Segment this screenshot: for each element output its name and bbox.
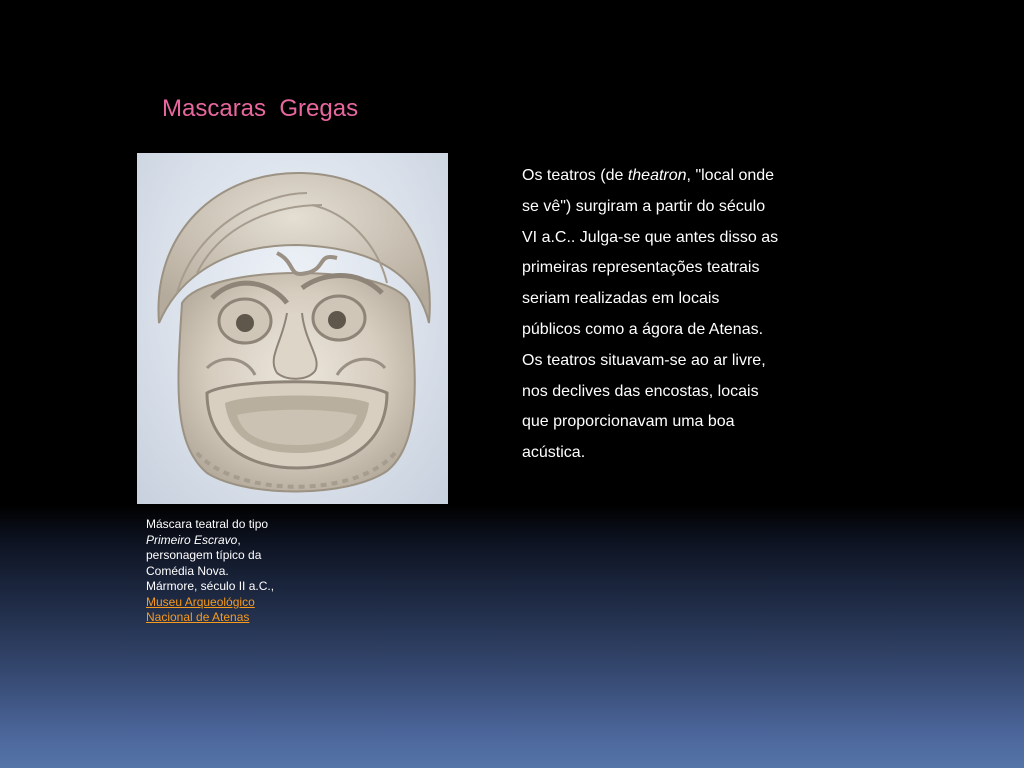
theatre-mask-icon — [137, 153, 448, 504]
caption-character-name: Primeiro Escravo — [146, 532, 238, 547]
term-theatron: theatron — [627, 167, 687, 184]
paragraph-1-start: Os teatros (de — [522, 167, 628, 184]
museum-link[interactable]: Museu Arqueológico Nacional de Atenas — [146, 594, 255, 624]
mask-photo — [137, 153, 448, 504]
paragraph-1 — [522, 161, 782, 346]
paragraph-1-rest: , "local onde se vê") surgiram a partir do século VI a.C.. Julga-se que antes disso as primeiras representações teatrais seriam realizadas em locais públicos como a ágora de Atenas. — [522, 167, 779, 338]
caption-text-middle: , personagem típico da Comédia Nova. Mármore, século II a.C., — [146, 532, 275, 593]
body-text — [522, 161, 782, 469]
slide-title: Mascaras Gregas — [162, 95, 359, 122]
caption-text-start: Máscara teatral do tipo — [146, 517, 269, 531]
paragraph-2: Os teatros situavam-se ao ar livre, nos declives das encostas, locais que proporcionavam uma boa acústica. — [522, 351, 766, 462]
image-caption — [146, 517, 276, 626]
